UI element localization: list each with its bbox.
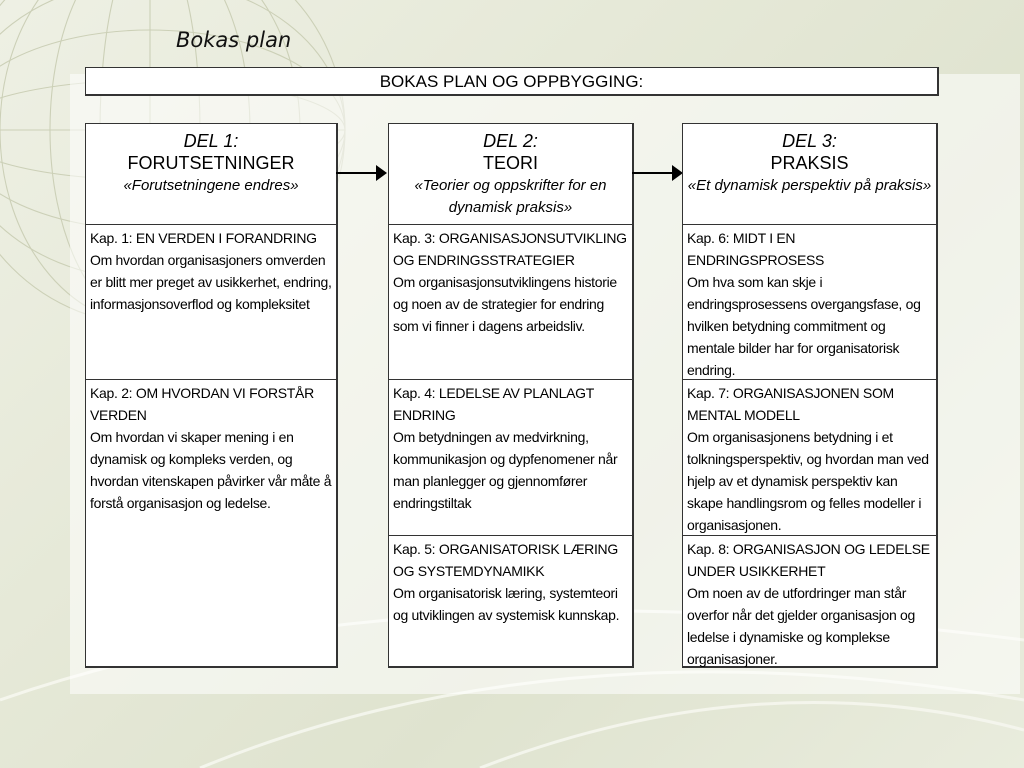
chapter-8-text: Om noen av de utfordringer man står overfor når det gjelder organisasjon og ledelse i dynamiske og komplekse organisasjoner. bbox=[687, 585, 916, 667]
chapter-6-text: Om hva som kan skje i endringsprosessens overgangsfase, og hvilken betydning commitment og mentale bilder har for organisatorisk endring. bbox=[687, 274, 921, 378]
chapter-1-heading: Kap. 1: EN VERDEN I FORANDRING bbox=[90, 230, 317, 246]
chapter-6-cell bbox=[683, 224, 936, 379]
plan-banner: BOKAS PLAN OG OPPBYGGING: bbox=[85, 67, 939, 96]
part-2-header bbox=[389, 124, 632, 224]
chapter-5-cell bbox=[389, 535, 632, 667]
chapter-7-cell bbox=[683, 379, 936, 535]
part-1-label: DEL 1: bbox=[183, 131, 239, 151]
chapter-8-heading: Kap. 8: ORGANISASJON OG LEDELSE UNDER USIKKERHET bbox=[687, 541, 930, 579]
part-3-label: DEL 3: bbox=[782, 131, 837, 151]
chapter-5-heading: Kap. 5: ORGANISATORISK LÆRING OG SYSTEMDYNAMIKK bbox=[393, 541, 618, 579]
chapter-2-text: Om hvordan vi skaper mening i en dynamisk og kompleks verden, og hvordan vitenskapen påvirker vår måte å forstå organisasjon og ledelse. bbox=[90, 429, 332, 511]
part-3-motto: «Et dynamisk perspektiv på praksis» bbox=[687, 177, 932, 194]
part-2-label: DEL 2: bbox=[483, 131, 538, 151]
part-3-header bbox=[683, 124, 936, 224]
chapter-4-heading: Kap. 4: LEDELSE AV PLANLAGT ENDRING bbox=[393, 385, 594, 423]
chapter-7-heading: Kap. 7: ORGANISASJONEN SOM MENTAL MODELL bbox=[687, 385, 894, 423]
chapter-4-text: Om betydningen av medvirkning, kommunikasjon og dypfenomener når man planlegger og gjennomfører endringstiltak bbox=[393, 429, 618, 511]
part-3-column bbox=[682, 123, 938, 668]
chapter-8-cell bbox=[683, 535, 936, 667]
chapter-4-cell bbox=[389, 379, 632, 535]
part-2-name: TEORI bbox=[482, 153, 538, 173]
part-1-name: FORUTSETNINGER bbox=[127, 153, 295, 173]
slide-title: Bokas plan bbox=[176, 28, 292, 52]
part-1-motto: «Forutsetningene endres» bbox=[123, 177, 299, 194]
chapter-1-cell bbox=[86, 224, 336, 379]
part-3-name: PRAKSIS bbox=[770, 153, 849, 173]
chapter-3-cell bbox=[389, 224, 632, 379]
chapter-6-heading: Kap. 6: MIDT I EN ENDRINGSPROSESS bbox=[687, 230, 825, 268]
part-2-motto: «Teorier og oppskrifter for en dynamisk praksis» bbox=[414, 177, 607, 216]
chapter-3-text: Om organisasjonsutviklingens historie og noen av de strategier for endring som vi finner i dagens arbeidsliv. bbox=[393, 274, 617, 334]
part-2-column bbox=[388, 123, 634, 668]
part-1-column bbox=[85, 123, 338, 668]
arrow-right-icon bbox=[336, 163, 388, 183]
part-1-header bbox=[86, 124, 336, 224]
chapter-5-text: Om organisatorisk læring, systemteori og utviklingen av systemisk kunnskap. bbox=[393, 585, 620, 623]
chapter-1-text: Om hvordan organisasjoners omverden er blitt mer preget av usikkerhet, endring, informasjonsoverflod og kompleksitet bbox=[90, 252, 332, 312]
chapter-2-heading: Kap. 2: OM HVORDAN VI FORSTÅR VERDEN bbox=[90, 385, 314, 423]
chapter-2-cell bbox=[86, 379, 336, 667]
arrow-right-icon bbox=[632, 163, 684, 183]
chapter-7-text: Om organisasjonens betydning i et tolkningsperspektiv, og hvordan man ved hjelp av et dynamisk perspektiv kan skape handlingsrom og felles modeller i organisasjonen. bbox=[687, 429, 929, 533]
chapter-3-heading: Kap. 3: ORGANISASJONSUTVIKLING OG ENDRINGSSTRATEGIER bbox=[393, 230, 627, 268]
